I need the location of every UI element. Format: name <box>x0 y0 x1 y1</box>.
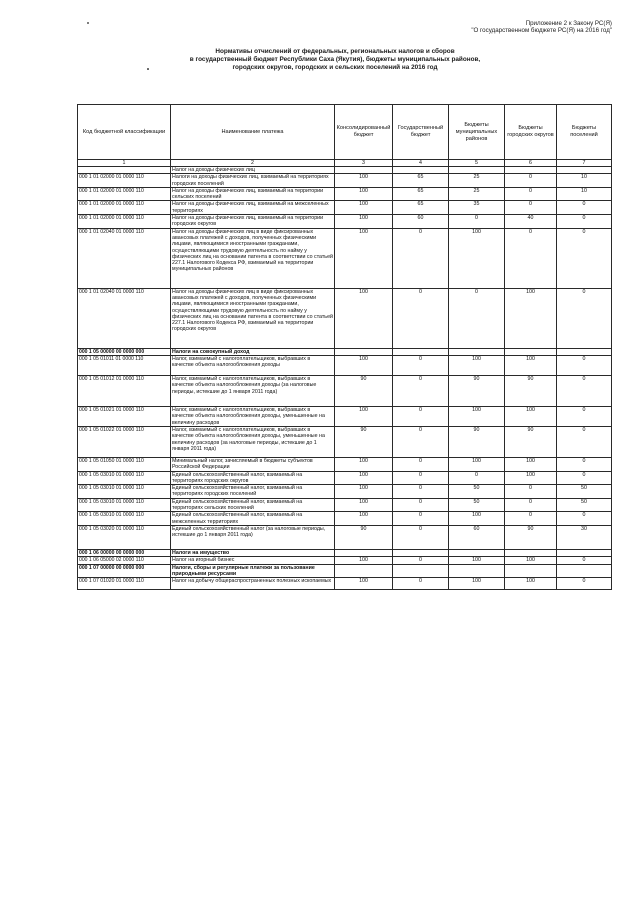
row-code: 000 1 05 03020 01 0000 110 <box>78 525 171 549</box>
table-row <box>78 426 612 457</box>
column-number: 7 <box>557 160 612 167</box>
row-payment-name: Налог на доходы физических лиц в виде фиксированных авансовых платежей с доходов, полученных физическими лицами, являющимися иностранными гражданами, осуществляющими трудовую деятельность по найму у физических лиц на основании патента в соответствии со статьей 227.1 Налогового Кодекса РФ, взимаемый на территории муниципальных районов <box>171 228 335 288</box>
row-state: 0 <box>393 512 449 526</box>
annex-line-1: Приложение 2 к Закону РС(Я) <box>525 20 612 27</box>
row-payment-name: Единый сельскохозяйственный налог, взимаемый на территориях городских округов <box>171 471 335 485</box>
row-settlements: 0 <box>557 215 612 229</box>
row-code: 000 1 05 03010 01 0000 110 <box>78 485 171 499</box>
table-row <box>78 167 612 174</box>
table-body <box>78 167 612 590</box>
row-municipal-districts: 25 <box>449 187 505 201</box>
row-settlements: 0 <box>557 426 612 457</box>
row-payment-name: Налог на доходы физических лиц, взимаемый на территории городских округов <box>171 215 335 229</box>
title-line-3: городских округов, городских и сельских поселений на 2016 год <box>232 63 438 71</box>
row-city-districts: 0 <box>505 201 557 215</box>
row-state: 0 <box>393 228 449 288</box>
row-settlements: 0 <box>557 457 612 471</box>
row-state: 65 <box>393 174 449 188</box>
document-title <box>150 48 520 71</box>
header-settlements: Бюджеты поселений <box>557 105 612 160</box>
row-municipal-districts: 0 <box>449 471 505 485</box>
table-row <box>78 174 612 188</box>
row-settlements: 30 <box>557 525 612 549</box>
row-payment-name: Налоги на совокупный доход <box>171 348 335 355</box>
row-settlements: 0 <box>557 375 612 406</box>
scan-speck <box>87 22 89 24</box>
row-payment-name: Единый сельскохозяйственный налог (за налоговые периоды, истекшие до 1 января 2011 года) <box>171 525 335 549</box>
table-row <box>78 228 612 288</box>
row-settlements: 0 <box>557 288 612 348</box>
row-code: 000 1 07 00000 00 0000 000 <box>78 564 171 578</box>
row-settlements: 0 <box>557 557 612 564</box>
table-row <box>78 512 612 526</box>
row-city-districts: 0 <box>505 174 557 188</box>
row-code: 000 1 05 00000 00 0000 000 <box>78 348 171 355</box>
row-code: 000 1 07 01020 01 0000 110 <box>78 578 171 590</box>
row-consolidated: 100 <box>335 457 393 471</box>
row-settlements <box>557 549 612 556</box>
row-state: 65 <box>393 201 449 215</box>
row-city-districts: 0 <box>505 187 557 201</box>
row-municipal-districts <box>449 564 505 578</box>
scan-speck <box>147 68 149 70</box>
row-city-districts: 90 <box>505 375 557 406</box>
table-row <box>78 557 612 564</box>
row-consolidated: 100 <box>335 201 393 215</box>
row-municipal-districts: 35 <box>449 201 505 215</box>
row-state: 0 <box>393 557 449 564</box>
row-payment-name: Налог на доходы физических лиц, взимаемый на межселенных территориях <box>171 201 335 215</box>
table-group-row <box>78 348 612 355</box>
row-consolidated: 100 <box>335 471 393 485</box>
row-payment-name: Единый сельскохозяйственный налог, взимаемый на межселенных территориях <box>171 512 335 526</box>
title-line-2: в государственный бюджет Республики Саха (Якутия), бюджеты муниципальных районов, <box>189 55 481 63</box>
row-state <box>393 348 449 355</box>
row-payment-name: Налог на добычу общераспространенных полезных ископаемых <box>171 578 335 590</box>
table-row <box>78 578 612 590</box>
row-state: 65 <box>393 187 449 201</box>
row-payment-name: Налог на доходы физических лиц в виде фиксированных авансовых платежей с доходов, полученных физическими лицами, являющимися иностранными гражданами, осуществляющими трудовую деятельность по найму у физических лиц на основании патента в соответствии со статьей 227.1 Налогового Кодекса РФ, взимаемый на территории городских округов <box>171 288 335 348</box>
row-payment-name: Единый сельскохозяйственный налог, взимаемый на территориях сельских поселений <box>171 498 335 512</box>
row-municipal-districts: 50 <box>449 485 505 499</box>
row-city-districts: 0 <box>505 485 557 499</box>
row-municipal-districts: 100 <box>449 512 505 526</box>
row-municipal-districts: 25 <box>449 174 505 188</box>
row-payment-name: Налог, взимаемый с налогоплательщиков, выбравших в качестве объекта налогообложения доходы (за налоговые периоды, истекшие до 1 января 2011 года) <box>171 375 335 406</box>
row-consolidated: 100 <box>335 578 393 590</box>
row-city-districts: 0 <box>505 498 557 512</box>
column-number-row <box>78 160 612 167</box>
row-code: 000 1 01 02000 01 0000 110 <box>78 174 171 188</box>
row-consolidated: 100 <box>335 406 393 426</box>
row-state: 0 <box>393 375 449 406</box>
row-state: 0 <box>393 498 449 512</box>
row-code: 000 1 05 01011 01 0000 110 <box>78 355 171 375</box>
annex-line-2: "О государственном бюджете РС(Я) на 2016 год" <box>471 27 612 35</box>
row-municipal-districts: 60 <box>449 525 505 549</box>
row-state: 0 <box>393 406 449 426</box>
row-municipal-districts: 100 <box>449 228 505 288</box>
row-municipal-districts: 100 <box>449 457 505 471</box>
row-state <box>393 167 449 174</box>
row-city-districts: 100 <box>505 578 557 590</box>
row-settlements: 10 <box>557 187 612 201</box>
row-settlements: 0 <box>557 201 612 215</box>
row-settlements: 0 <box>557 355 612 375</box>
row-city-districts: 100 <box>505 471 557 485</box>
row-code: 000 1 01 02000 01 0000 110 <box>78 201 171 215</box>
row-consolidated: 90 <box>335 375 393 406</box>
row-city-districts <box>505 348 557 355</box>
row-municipal-districts <box>449 549 505 556</box>
row-consolidated: 90 <box>335 426 393 457</box>
row-municipal-districts <box>449 167 505 174</box>
header-consolidated-budget: Консолидированный бюджет <box>335 105 393 160</box>
row-payment-name: Минимальный налог, зачисляемый в бюджеты субъектов Российской Федерации <box>171 457 335 471</box>
column-number: 5 <box>449 160 505 167</box>
row-settlements <box>557 564 612 578</box>
row-state: 0 <box>393 525 449 549</box>
row-municipal-districts: 90 <box>449 375 505 406</box>
header-state-budget: Государственный бюджет <box>393 105 449 160</box>
table-header-row <box>78 105 612 160</box>
row-settlements: 0 <box>557 512 612 526</box>
row-payment-name: Налоги, сборы и регулярные платежи за пользование природными ресурсами <box>171 564 335 578</box>
row-state: 0 <box>393 471 449 485</box>
table-row <box>78 406 612 426</box>
row-code <box>78 167 171 174</box>
row-state <box>393 564 449 578</box>
row-state <box>393 549 449 556</box>
title-line-1: Нормативы отчислений от федеральных, региональных налогов и сборов <box>215 48 455 55</box>
row-code: 000 1 01 02000 01 0000 110 <box>78 215 171 229</box>
table-group-row <box>78 549 612 556</box>
header-city-districts: Бюджеты городских округов <box>505 105 557 160</box>
table-row <box>78 471 612 485</box>
row-consolidated: 100 <box>335 557 393 564</box>
table-row <box>78 375 612 406</box>
row-consolidated <box>335 167 393 174</box>
table-row <box>78 201 612 215</box>
row-code: 000 1 05 01021 01 0000 110 <box>78 406 171 426</box>
row-settlements: 0 <box>557 578 612 590</box>
row-settlements <box>557 348 612 355</box>
row-code: 000 1 05 03010 01 0000 110 <box>78 498 171 512</box>
row-code: 000 1 05 01022 01 0000 110 <box>78 426 171 457</box>
row-city-districts <box>505 564 557 578</box>
row-code: 000 1 06 00000 00 0000 000 <box>78 549 171 556</box>
row-city-districts: 100 <box>505 355 557 375</box>
row-municipal-districts: 50 <box>449 498 505 512</box>
row-payment-name: Налог на доходы физических лиц, взимаемый на территории сельских поселений <box>171 187 335 201</box>
row-consolidated: 100 <box>335 215 393 229</box>
table-row <box>78 215 612 229</box>
row-payment-name: Единый сельскохозяйственный налог, взимаемый на территориях городских поселений <box>171 485 335 499</box>
row-code: 000 1 05 03010 01 0000 110 <box>78 512 171 526</box>
row-city-districts: 100 <box>505 406 557 426</box>
row-settlements: 10 <box>557 174 612 188</box>
table-row <box>78 187 612 201</box>
row-consolidated <box>335 348 393 355</box>
table-row <box>78 355 612 375</box>
row-consolidated: 100 <box>335 174 393 188</box>
row-payment-name: Налог, взимаемый с налогоплательщиков, выбравших в качестве объекта налогообложения доходы, уменьшенные на величину расходов <box>171 406 335 426</box>
row-settlements: 50 <box>557 485 612 499</box>
row-state: 0 <box>393 426 449 457</box>
row-municipal-districts: 100 <box>449 406 505 426</box>
column-number: 3 <box>335 160 393 167</box>
row-payment-name: Налоги на доходы физических лиц, взимаемый на территориях городских поселений <box>171 174 335 188</box>
row-city-districts: 90 <box>505 525 557 549</box>
row-settlements: 50 <box>557 498 612 512</box>
row-city-districts: 100 <box>505 557 557 564</box>
row-city-districts: 40 <box>505 215 557 229</box>
row-state: 0 <box>393 288 449 348</box>
table-group-row <box>78 564 612 578</box>
header-municipal-districts: Бюджеты муниципальных районов <box>449 105 505 160</box>
table-row <box>78 498 612 512</box>
row-municipal-districts: 100 <box>449 355 505 375</box>
row-code: 000 1 06 05000 02 0000 110 <box>78 557 171 564</box>
table-row <box>78 485 612 499</box>
row-code: 000 1 01 02000 01 0000 110 <box>78 187 171 201</box>
row-city-districts <box>505 549 557 556</box>
row-consolidated: 90 <box>335 525 393 549</box>
row-consolidated: 100 <box>335 485 393 499</box>
row-code: 000 1 01 02040 01 0000 110 <box>78 228 171 288</box>
column-number: 2 <box>171 160 335 167</box>
row-payment-name: Налог, взимаемый с налогоплательщиков, выбравших в качестве объекта налогообложения доходы <box>171 355 335 375</box>
table-row <box>78 525 612 549</box>
table-row <box>78 457 612 471</box>
row-settlements <box>557 167 612 174</box>
row-consolidated <box>335 549 393 556</box>
row-state: 60 <box>393 215 449 229</box>
column-number: 1 <box>78 160 171 167</box>
row-code: 000 1 05 01012 01 0000 110 <box>78 375 171 406</box>
row-consolidated <box>335 564 393 578</box>
row-consolidated: 100 <box>335 288 393 348</box>
row-city-districts <box>505 167 557 174</box>
row-payment-name: Налог, взимаемый с налогоплательщиков, выбравших в качестве объекта налогообложения доходы, уменьшенные на величину расходов (за налоговые периоды, истекшие до 1 января 2011 года) <box>171 426 335 457</box>
row-city-districts: 90 <box>505 426 557 457</box>
row-payment-name: Налог на доходы физических лиц <box>171 167 335 174</box>
column-number: 6 <box>505 160 557 167</box>
row-payment-name: Налоги на имущество <box>171 549 335 556</box>
row-city-districts: 0 <box>505 512 557 526</box>
row-municipal-districts <box>449 348 505 355</box>
row-state: 0 <box>393 485 449 499</box>
row-municipal-districts: 100 <box>449 557 505 564</box>
row-municipal-districts: 0 <box>449 288 505 348</box>
row-state: 0 <box>393 355 449 375</box>
row-code: 000 1 05 01050 01 0000 110 <box>78 457 171 471</box>
row-state: 0 <box>393 457 449 471</box>
annex-reference <box>471 20 612 35</box>
row-municipal-districts: 0 <box>449 215 505 229</box>
row-settlements: 0 <box>557 228 612 288</box>
row-settlements: 0 <box>557 471 612 485</box>
header-payment-name: Наименование платежа <box>171 105 335 160</box>
row-consolidated: 100 <box>335 228 393 288</box>
row-payment-name: Налог на игорный бизнес <box>171 557 335 564</box>
row-consolidated: 100 <box>335 187 393 201</box>
row-settlements: 0 <box>557 406 612 426</box>
row-consolidated: 100 <box>335 498 393 512</box>
row-city-districts: 100 <box>505 457 557 471</box>
column-number: 4 <box>393 160 449 167</box>
row-municipal-districts: 90 <box>449 426 505 457</box>
header-budget-code: Код бюджетной классификации <box>78 105 171 160</box>
row-code: 000 1 01 02040 01 0000 110 <box>78 288 171 348</box>
normatives-table <box>77 104 612 590</box>
row-state: 0 <box>393 578 449 590</box>
row-city-districts: 100 <box>505 288 557 348</box>
table-row <box>78 288 612 348</box>
row-municipal-districts: 100 <box>449 578 505 590</box>
row-consolidated: 100 <box>335 512 393 526</box>
row-code: 000 1 05 03010 01 0000 110 <box>78 471 171 485</box>
row-consolidated: 100 <box>335 355 393 375</box>
row-city-districts: 0 <box>505 228 557 288</box>
